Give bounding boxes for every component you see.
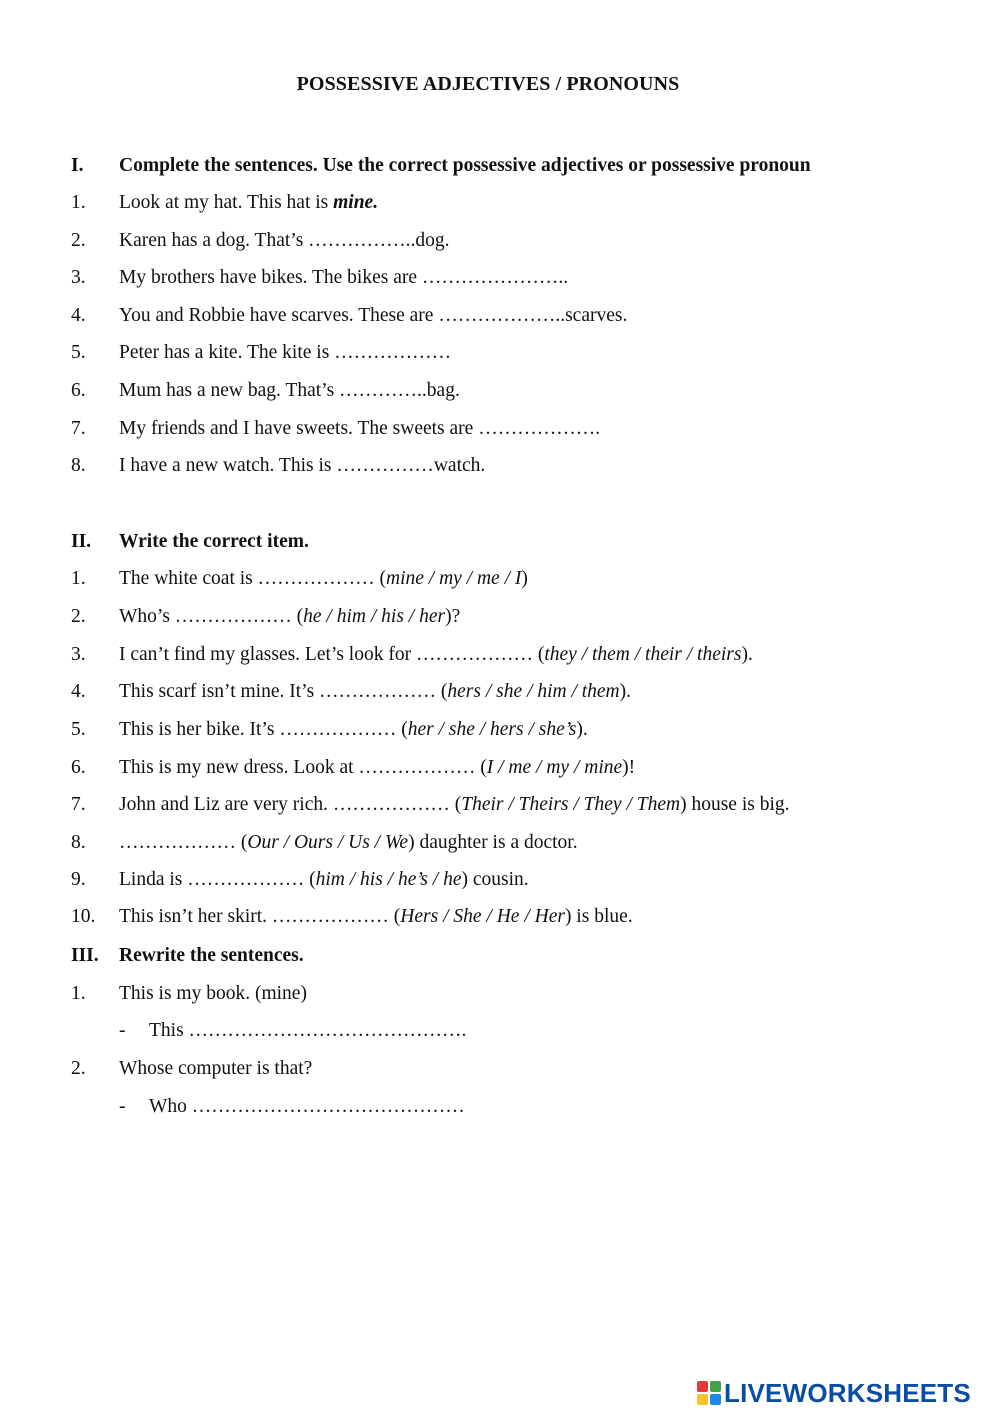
list-item	[0, 603, 1000, 631]
list-item	[0, 1055, 1000, 1083]
section-3-heading	[0, 942, 1000, 970]
options: Hers / She / He / Her	[400, 906, 565, 927]
section-numeral: III.	[71, 945, 99, 966]
list-item	[0, 716, 1000, 744]
item-text[interactable]: Linda is ……………… (him / his / he’s / he) cousin.	[119, 869, 529, 890]
item-text[interactable]: Peter has a kite. The kite is ………………	[119, 342, 452, 363]
logo-text: LIVEWORKSHEETS	[724, 1377, 971, 1408]
item-number: 4.	[71, 305, 86, 326]
example-answer: mine.	[333, 192, 379, 213]
item-text: Look at my hat. This hat is mine.	[119, 192, 379, 213]
page-title: POSSESSIVE ADJECTIVES / PRONOUNS	[296, 73, 680, 95]
item-text[interactable]: This scarf isn’t mine. It’s ……………… (hers / she / him / them).	[119, 681, 632, 702]
options: hers / she / him / them	[447, 681, 620, 702]
rewrite-text[interactable]: Who ……………………………………	[149, 1096, 465, 1117]
item-text[interactable]: I can’t find my glasses. Let’s look for ……………… (they / them / their / theirs).	[119, 644, 753, 665]
item-number: 3.	[71, 644, 86, 665]
dash: -	[119, 1096, 126, 1117]
options: mine / my / me / I	[386, 568, 522, 589]
list-item	[0, 264, 1000, 292]
item-number: 10.	[71, 906, 96, 927]
list-item	[0, 678, 1000, 706]
section-numeral: II.	[71, 531, 92, 552]
item-number: 2.	[71, 230, 86, 251]
liveworksheets-logo	[697, 1378, 993, 1408]
list-item	[0, 903, 1000, 931]
rewrite-text[interactable]: This …………………………………….	[149, 1020, 467, 1041]
item-text[interactable]: I have a new watch. This is ……………watch.	[119, 455, 486, 476]
section-numeral: I.	[71, 155, 84, 176]
rewrite-line	[0, 1093, 1000, 1121]
item-number: 5.	[71, 719, 86, 740]
item-number: 8.	[71, 832, 86, 853]
item-text[interactable]: My brothers have bikes. The bikes are …………………..	[119, 267, 569, 288]
item-number: 7.	[71, 794, 86, 815]
item-text[interactable]: This is her bike. It’s ……………… (her / she / hers / she’s).	[119, 719, 588, 740]
item-number: 6.	[71, 757, 86, 778]
section-heading-text: Complete the sentences. Use the correct possessive adjectives or possessive pronoun	[119, 155, 811, 176]
options: him / his / he’s / he	[315, 869, 462, 890]
item-text[interactable]: This isn’t her skirt. ……………… (Hers / She / He / Her) is blue.	[119, 906, 633, 927]
item-text[interactable]: This is my new dress. Look at ……………… (I / me / my / mine)!	[119, 757, 636, 778]
rewrite-line	[0, 1017, 1000, 1045]
options: Our / Ours / Us / We	[247, 832, 409, 853]
item-number: 4.	[71, 681, 86, 702]
item-text[interactable]: John and Liz are very rich. ……………… (Their / Theirs / They / Them) house is big.	[119, 794, 790, 815]
list-item	[0, 754, 1000, 782]
options: he / him / his / her	[303, 606, 446, 627]
list-item	[0, 452, 1000, 480]
item-number: 9.	[71, 869, 86, 890]
item-number: 2.	[71, 606, 86, 627]
item-text[interactable]: The white coat is ……………… (mine / my / me / I)	[119, 568, 528, 589]
item-number: 1.	[71, 983, 86, 1004]
item-text[interactable]: Karen has a dog. That’s ……………..dog.	[119, 230, 450, 251]
list-item	[0, 189, 1000, 217]
section-2-heading	[0, 528, 1000, 556]
item-number: 3.	[71, 267, 86, 288]
item-text: This is my book. (mine)	[119, 983, 307, 1004]
item-number: 6.	[71, 380, 86, 401]
item-number: 2.	[71, 1058, 86, 1079]
item-text[interactable]: Mum has a new bag. That’s …………..bag.	[119, 380, 460, 401]
item-text[interactable]: You and Robbie have scarves. These are ………………..scarves.	[119, 305, 628, 326]
item-number: 5.	[71, 342, 86, 363]
list-item	[0, 565, 1000, 593]
options: I / me / my / mine	[486, 757, 623, 778]
list-item	[0, 415, 1000, 443]
list-item	[0, 980, 1000, 1008]
list-item	[0, 866, 1000, 894]
options: they / them / their / theirs	[544, 644, 742, 665]
section-heading-text: Write the correct item.	[119, 531, 309, 552]
list-item	[0, 302, 1000, 330]
item-text[interactable]: My friends and I have sweets. The sweets are ……………….	[119, 418, 601, 439]
item-number: 1.	[71, 192, 86, 213]
section-heading-text: Rewrite the sentences.	[119, 945, 304, 966]
options: Their / Theirs / They / Them	[461, 794, 681, 815]
options: her / she / hers / she’s	[407, 719, 577, 740]
logo-icon	[697, 1381, 721, 1405]
item-text[interactable]: Who’s ……………… (he / him / his / her)?	[119, 606, 461, 627]
item-text[interactable]: ……………… (Our / Ours / Us / We) daughter is a doctor.	[119, 832, 578, 853]
list-item	[0, 641, 1000, 669]
item-text: Whose computer is that?	[119, 1058, 313, 1079]
list-item	[0, 829, 1000, 857]
list-item	[0, 339, 1000, 367]
list-item	[0, 227, 1000, 255]
list-item	[0, 377, 1000, 405]
item-number: 7.	[71, 418, 86, 439]
list-item	[0, 791, 1000, 819]
section-1-heading	[0, 152, 1000, 180]
item-number: 8.	[71, 455, 86, 476]
item-number: 1.	[71, 568, 86, 589]
dash: -	[119, 1020, 126, 1041]
